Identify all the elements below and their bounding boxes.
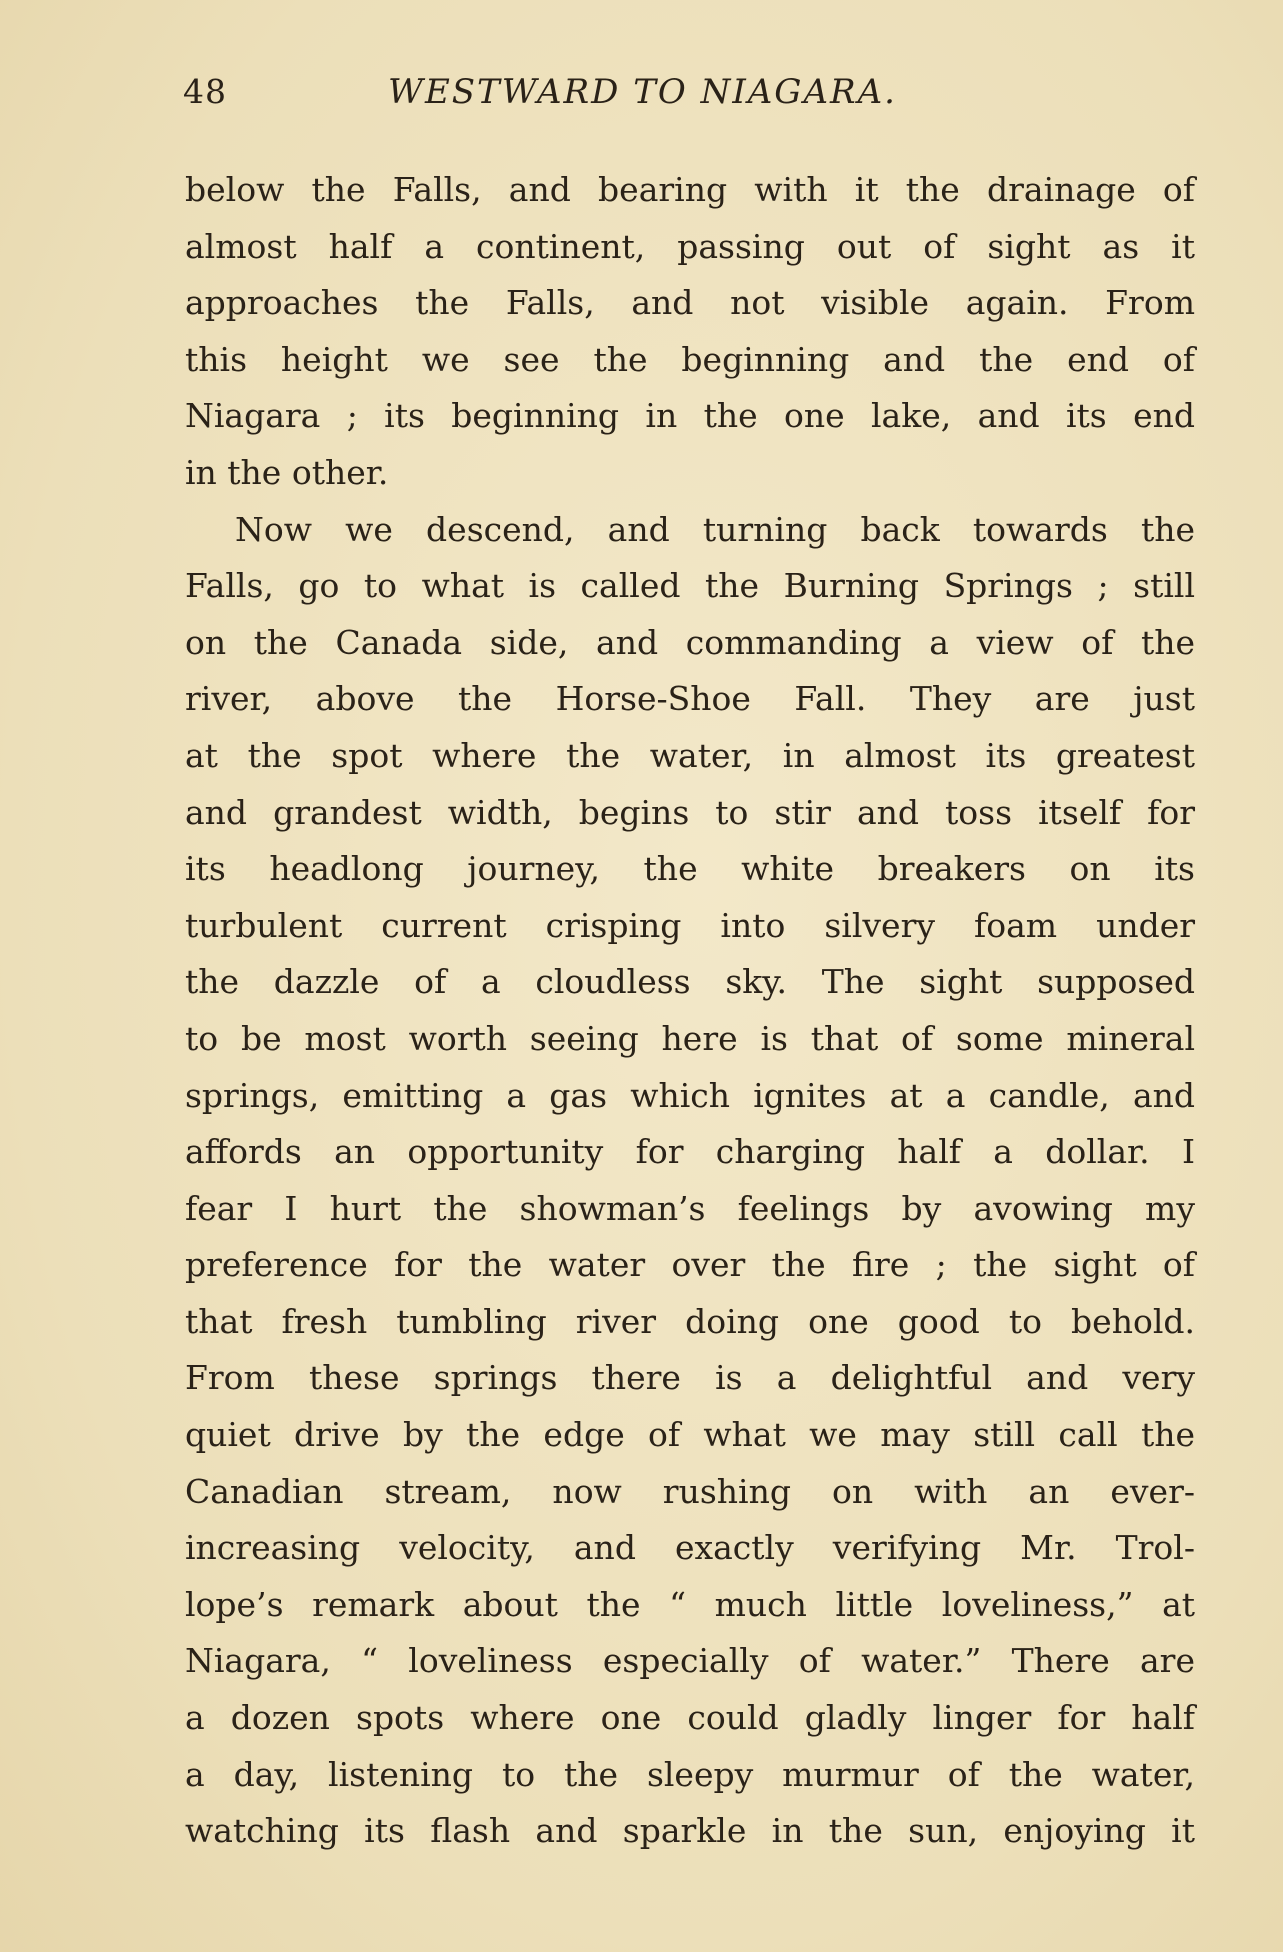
- page-number: 48: [183, 72, 227, 111]
- text-line: in the other.: [185, 452, 389, 492]
- text-line: Now we descend, and turning back towards the: [235, 509, 1195, 549]
- text-line: that fresh tumbling river doing one good to behold.: [185, 1301, 1195, 1341]
- text-line: increasing velocity, and exactly verifying Mr. Trol-: [185, 1528, 1195, 1568]
- body-text: [185, 162, 1195, 1860]
- text-line: at the spot where the water, in almost its greatest: [185, 735, 1195, 775]
- text-line: affords an opportunity for charging half a dollar. I: [185, 1132, 1195, 1172]
- text-line: From these springs there is a delightful and very: [185, 1358, 1195, 1398]
- text-line: approaches the Falls, and not visible again. From: [185, 283, 1195, 323]
- running-title: WESTWARD TO NIAGARA.: [388, 72, 897, 112]
- text-line: watching its flash and sparkle in the sun, enjoying it: [185, 1811, 1195, 1851]
- text-line: its headlong journey, the white breakers on its: [185, 849, 1195, 889]
- text-line: Niagara ; its beginning in the one lake, and its end: [185, 396, 1195, 436]
- text-line: the dazzle of a cloudless sky. The sight supposed: [185, 962, 1195, 1002]
- text-line: Falls, go to what is called the Burning Springs ; still: [185, 566, 1195, 606]
- text-line: this height we see the beginning and the end of: [185, 339, 1195, 379]
- text-line: a day, listening to the sleepy murmur of the water,: [185, 1754, 1195, 1794]
- text-line: a dozen spots where one could gladly linger for half: [185, 1698, 1195, 1738]
- text-line: almost half a continent, passing out of sight as it: [185, 226, 1195, 266]
- text-line: and grandest width, begins to stir and toss itself for: [185, 792, 1195, 832]
- text-line: Niagara, “ loveliness especially of water.” There are: [185, 1641, 1195, 1681]
- text-line: lope’s remark about the “ much little loveliness,” at: [185, 1584, 1195, 1624]
- text-line: to be most worth seeing here is that of some mineral: [185, 1018, 1195, 1058]
- text-line: turbulent current crisping into silvery foam under: [185, 905, 1195, 945]
- text-line: Canadian stream, now rushing on with an ever-: [185, 1471, 1195, 1511]
- text-line: quiet drive by the edge of what we may still call the: [185, 1415, 1195, 1455]
- text-line: fear I hurt the showman’s feelings by avowing my: [185, 1188, 1195, 1228]
- text-line: river, above the Horse-Shoe Fall. They are just: [185, 679, 1195, 719]
- text-line: springs, emitting a gas which ignites at a candle, and: [185, 1075, 1195, 1115]
- text-line: on the Canada side, and commanding a view of the: [185, 622, 1195, 662]
- text-line: below the Falls, and bearing with it the drainage of: [185, 170, 1195, 209]
- running-head: [183, 72, 1193, 122]
- text-line: preference for the water over the fire ; the sight of: [185, 1245, 1195, 1285]
